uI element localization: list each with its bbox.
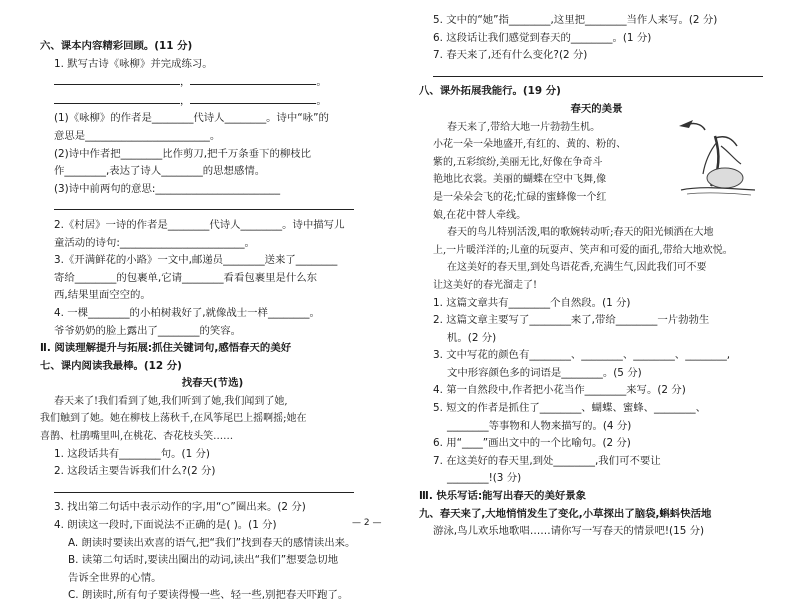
passage-2-line: 上,一片暖洋洋的;儿童的玩耍声、笑声和可爱的面孔,带给大地欢悦。: [433, 244, 733, 256]
poem-blanks: ， 。: [40, 73, 385, 92]
section-9-prompt: 九、春天来了,大地悄悄发生了变化,小草探出了脑袋,蝌蚪快活地: [419, 507, 712, 520]
answer-line: [40, 198, 385, 217]
question-4: 4. 一棵________的小柏树栽好了,就像战士一样________。: [54, 306, 320, 319]
option-a: A. 朗读时要读出欢喜的语气,把“我们”找到春天的感情读出来。: [68, 536, 356, 549]
question-1: 1. 默写古诗《咏柳》并完成练习。: [54, 57, 213, 70]
reading-q3: 3. 找出第二句话中表示动作的字,用“○”圈出来。(2 分): [54, 501, 306, 514]
question-1-a: (1)《咏柳》的作者是________代诗人________。诗中“咏”的: [54, 112, 329, 125]
answer-line: [419, 65, 774, 84]
extension-q4: 4. 第一自然段中,作者把小花当作________来写。(2 分): [433, 384, 686, 397]
option-b: B. 读第二句话时,要读出圈出的动词,读出“我们”想要急切地: [68, 554, 339, 567]
reading-q6: 6. 这段话让我们感觉到春天的________。(1 分): [433, 31, 652, 44]
passage-2-title: 春天的美景: [570, 102, 623, 115]
left-page: [0, 0, 397, 602]
question-1-b2: 作________,表达了诗人________的思想感情。: [54, 165, 266, 178]
passage-2-line: 春天来了,带给大地一片勃勃生机。: [447, 121, 601, 133]
passage-2-line: 艳地比衣裳。美丽的蝴蝶在空中飞舞,像: [433, 174, 607, 186]
passage-2-line: 在这美好的春天里,到处鸟语花香,充满生气,因此我们可不要: [447, 262, 707, 274]
reading-q1: 1. 这段话共有________句。(1 分): [54, 447, 210, 460]
passage-2-line: 小花一朵一朵地盛开,有红的、黄的、粉的、: [433, 139, 627, 151]
reading-q4: 4. 朗读这一段时,下面说法不正确的是( )。(1 分): [54, 519, 277, 532]
passage-2-line: 娘,在花中替人牵线。: [433, 209, 527, 221]
part-3-heading: Ⅲ. 快乐写话:能写出春天的美好景象: [419, 490, 587, 503]
passage-line: 春天来了!我们看到了她,我们听到了她,我们闻到了她,: [54, 395, 288, 407]
passage-2-line: 春天的鸟儿特别活泼,唱的歌婉转动听;春天的阳光倾洒在大地: [447, 227, 714, 239]
section-7-title: 七、课内阅读我最棒。(12 分): [40, 359, 182, 372]
question-1-b: (2)诗中作者把________比作剪刀,把千万条垂下的柳枝比: [54, 147, 312, 160]
question-3c: 西,结果里面空空的。: [54, 289, 151, 302]
part-2-heading: Ⅱ. 阅读理解提升与拓展:抓住关键词句,感悟春天的美好: [40, 342, 292, 355]
question-4b: 爷爷奶奶的脸上露出了________的笑容。: [54, 324, 242, 337]
question-2b: 童活动的诗句:________________________。: [54, 236, 255, 249]
question-1-a2: 意思是________________________。: [54, 129, 221, 142]
reading-q2: 2. 这段话主要告诉我们什么?(2 分): [54, 465, 216, 478]
right-page: [397, 0, 794, 562]
extension-q6: 6. 用“____”画出文中的一个比喻句。(2 分): [433, 437, 631, 450]
extension-q7b: ________!(3 分): [447, 472, 522, 485]
question-3: 3.《开满鲜花的小路》一文中,邮递员________送来了________: [54, 254, 338, 267]
passage-line: 我们触到了她。她在柳枝上荡秋千,在风筝尾巴上摇啊摇;她在: [40, 413, 307, 425]
passage-2-line: 是一朵朵会飞的花;忙碌的蜜蜂像一个红: [433, 191, 607, 203]
extension-q2: 2. 这篇文章主要写了________来了,带给________一片勃勃生: [433, 314, 710, 327]
passage-2-line: 紫的,五彩缤纷,美丽无比,好像在争奇斗: [433, 156, 603, 168]
extension-q3: 3. 文中写花的颜色有________、________、________、________,: [433, 349, 731, 362]
extension-q5: 5. 短文的作者是抓住了________、蝴蝶、蜜蜂、________、: [433, 402, 706, 415]
extension-q1: 1. 这篇文章共有________个自然段。(1 分): [433, 296, 631, 309]
question-1-c: (3)诗中前两句的意思:________________________: [54, 182, 281, 195]
extension-q2b: 机。(2 分): [447, 331, 497, 344]
passage-line: 喜鹊、杜鹃嘴里叫,在桃花、杏花枝头笑……: [40, 431, 234, 443]
extension-q7: 7. 在这美好的春天里,到处________,我们可不要让: [433, 454, 661, 467]
option-b2: 告诉全世界的心情。: [68, 571, 162, 584]
question-2: 2.《村居》一诗的作者是________代诗人________。诗中描写儿: [54, 218, 345, 231]
passage-2-line: 让这美好的春光溜走了!: [433, 279, 538, 291]
reading-q7: 7. 春天来了,还有什么变化?(2 分): [433, 49, 588, 62]
section-9-prompt-2: 游泳,鸟儿欢乐地歌唱……请你写一写春天的情景吧!(15 分): [433, 525, 705, 538]
answer-line: [40, 481, 385, 500]
option-c: C. 朗读时,所有句子要读得慢一些、轻一些,别把春天吓跑了。: [68, 589, 349, 602]
reading-q5: 5. 文中的“她”指________,这里把________当作人来写。(2 分): [433, 14, 718, 26]
section-8-title: 八、课外拓展我能行。(19 分): [419, 85, 561, 98]
extension-q3b: 文中形容颜色多的词语是________。(5 分): [447, 366, 642, 379]
poem-blanks-2: ， 。: [40, 92, 385, 111]
page-number: — 2 —: [352, 518, 382, 528]
section-6-title: 六、课本内容精彩回顾。(11 分): [40, 40, 193, 52]
question-3b: 寄给________的包裹单,它请________看看包裹里是什么东: [54, 271, 318, 284]
spring-illustration-icon: [675, 116, 759, 198]
passage-title: 找春天(节选): [181, 377, 244, 390]
extension-q5b: ________等事物和人物来描写的。(4 分): [447, 419, 632, 432]
